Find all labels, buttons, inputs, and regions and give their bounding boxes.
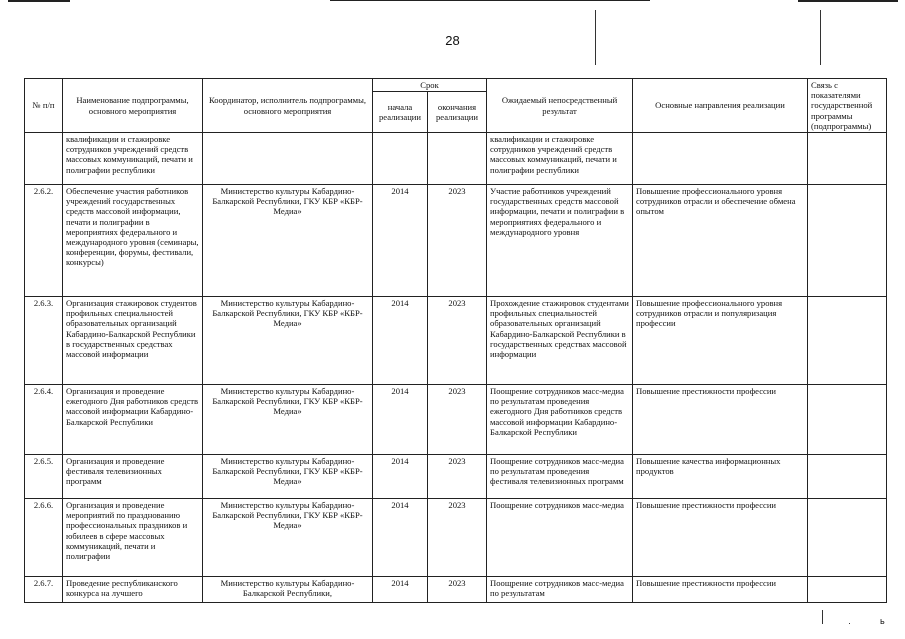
table-row	[25, 499, 887, 577]
scan-speck: ·	[848, 618, 851, 628]
row-directions: Повышение качества информационных продуктов	[633, 455, 808, 499]
scan-speck: ь	[880, 616, 885, 626]
row-num	[25, 133, 63, 185]
row-link	[808, 455, 887, 499]
table-row	[25, 297, 887, 385]
row-coordinator	[203, 133, 373, 185]
row-link	[808, 577, 887, 603]
row-num: 2.6.3.	[25, 297, 63, 385]
row-start: 2014	[373, 297, 428, 385]
row-name: квалификации и стажировке сотрудников учреждений средств массовых коммуникаций, печати и полиграфии республики	[63, 133, 203, 185]
row-start: 2014	[373, 499, 428, 577]
table-row	[25, 185, 887, 297]
row-directions: Повышение профессионального уровня сотрудников отрасли и обеспечение обмена опытом	[633, 185, 808, 297]
row-coordinator: Министерство культуры Кабардино-Балкарской Республики, ГКУ КБР «КБР-Медиа»	[203, 455, 373, 499]
row-end: 2023	[428, 499, 487, 577]
row-coordinator: Министерство культуры Кабардино-Балкарской Республики, ГКУ КБР «КБР-Медиа»	[203, 185, 373, 297]
header-coordinator: Координатор, исполнитель подпрограммы, основного мероприятия	[203, 79, 373, 133]
scan-artifact-line	[822, 610, 823, 624]
row-link	[808, 185, 887, 297]
row-result: Поощрение сотрудников масс-медиа по результатам проведения фестиваля телевизионных программ	[487, 455, 633, 499]
header-start: начала реализации	[373, 92, 428, 133]
row-name: Проведение республиканского конкурса на лучшего	[63, 577, 203, 603]
row-directions: Повышение престижности профессии	[633, 499, 808, 577]
row-result: Поощрение сотрудников масс-медиа	[487, 499, 633, 577]
row-num: 2.6.4.	[25, 385, 63, 455]
header-end: окончания реализации	[428, 92, 487, 133]
header-link: Связь с показателями государственной программы (подпрограммы)	[808, 79, 887, 133]
table-row	[25, 133, 887, 185]
row-link	[808, 499, 887, 577]
header-directions: Основные направления реализации	[633, 79, 808, 133]
header-result: Ожидаемый непосредственный результат	[487, 79, 633, 133]
row-name: Обеспечение участия работников учреждений государственных средств массовой информации, печати и полиграфии в мероприятиях федерального и международного уровня (семинары, конференции, форумы, фестивали, конкурсы)	[63, 185, 203, 297]
table-row	[25, 577, 887, 603]
row-link	[808, 385, 887, 455]
row-directions	[633, 133, 808, 185]
row-end: 2023	[428, 297, 487, 385]
row-start: 2014	[373, 385, 428, 455]
row-num: 2.6.5.	[25, 455, 63, 499]
row-directions: Повышение профессионального уровня сотрудников отрасли и популяризация профессии	[633, 297, 808, 385]
row-num: 2.6.7.	[25, 577, 63, 603]
row-link	[808, 297, 887, 385]
header-name: Наименование подпрограммы, основного мероприятия	[63, 79, 203, 133]
row-result: Поощрение сотрудников масс-медиа по результатам проведения ежегодного Дня работников средств массовой информации Кабардино-Балкарской Республики	[487, 385, 633, 455]
row-link	[808, 133, 887, 185]
scan-artifact-line	[820, 10, 821, 65]
row-start	[373, 133, 428, 185]
scan-artifact-line	[595, 10, 596, 65]
header-term: Срок	[373, 79, 487, 92]
header-num: № п/п	[25, 79, 63, 133]
row-end: 2023	[428, 577, 487, 603]
row-coordinator: Министерство культуры Кабардино-Балкарской Республики, ГКУ КБР «КБР-Медиа»	[203, 297, 373, 385]
row-result: Поощрение сотрудников масс-медиа по результатам	[487, 577, 633, 603]
row-name: Организация и проведение ежегодного Дня работников средств массовой информации Кабардино-Балкарской Республики	[63, 385, 203, 455]
row-start: 2014	[373, 455, 428, 499]
row-end	[428, 133, 487, 185]
row-result: квалификации и стажировке сотрудников учреждений средств массовых коммуникаций, печати и полиграфии республики	[487, 133, 633, 185]
row-end: 2023	[428, 385, 487, 455]
row-coordinator: Министерство культуры Кабардино-Балкарской Республики, ГКУ КБР «КБР-Медиа»	[203, 385, 373, 455]
row-coordinator: Министерство культуры Кабардино-Балкарской Республики,	[203, 577, 373, 603]
row-end: 2023	[428, 455, 487, 499]
scan-edge-right	[798, 0, 898, 2]
table-row	[25, 455, 887, 499]
row-num: 2.6.2.	[25, 185, 63, 297]
row-end: 2023	[428, 185, 487, 297]
row-coordinator: Министерство культуры Кабардино-Балкарской Республики, ГКУ КБР «КБР-Медиа»	[203, 499, 373, 577]
scan-edge-middle	[330, 0, 650, 1]
row-start: 2014	[373, 185, 428, 297]
row-directions: Повышение престижности профессии	[633, 385, 808, 455]
table-row	[25, 385, 887, 455]
scan-edge-left	[8, 0, 70, 2]
row-name: Организация и проведение фестиваля телевизионных программ	[63, 455, 203, 499]
activities-table	[24, 78, 887, 603]
row-directions: Повышение престижности профессии	[633, 577, 808, 603]
row-num: 2.6.6.	[25, 499, 63, 577]
row-name: Организация и проведение мероприятий по празднованию профессиональных праздников и юбилеев в сфере массовых коммуникаций, печати и полиграфии	[63, 499, 203, 577]
row-start: 2014	[373, 577, 428, 603]
row-result: Участие работников учреждений государственных средств массовой информации, печати и полиграфии в мероприятиях федерального и международного уровня	[487, 185, 633, 297]
page-number: 28	[445, 33, 460, 48]
row-result: Прохождение стажировок студентами профильных специальностей образовательных организаций Кабардино-Балкарской Республики в государственных средствах массовой информации	[487, 297, 633, 385]
row-name: Организация стажировок студентов профильных специальностей образовательных организаций Кабардино-Балкарской Республики в государственных средствах массовой информации	[63, 297, 203, 385]
